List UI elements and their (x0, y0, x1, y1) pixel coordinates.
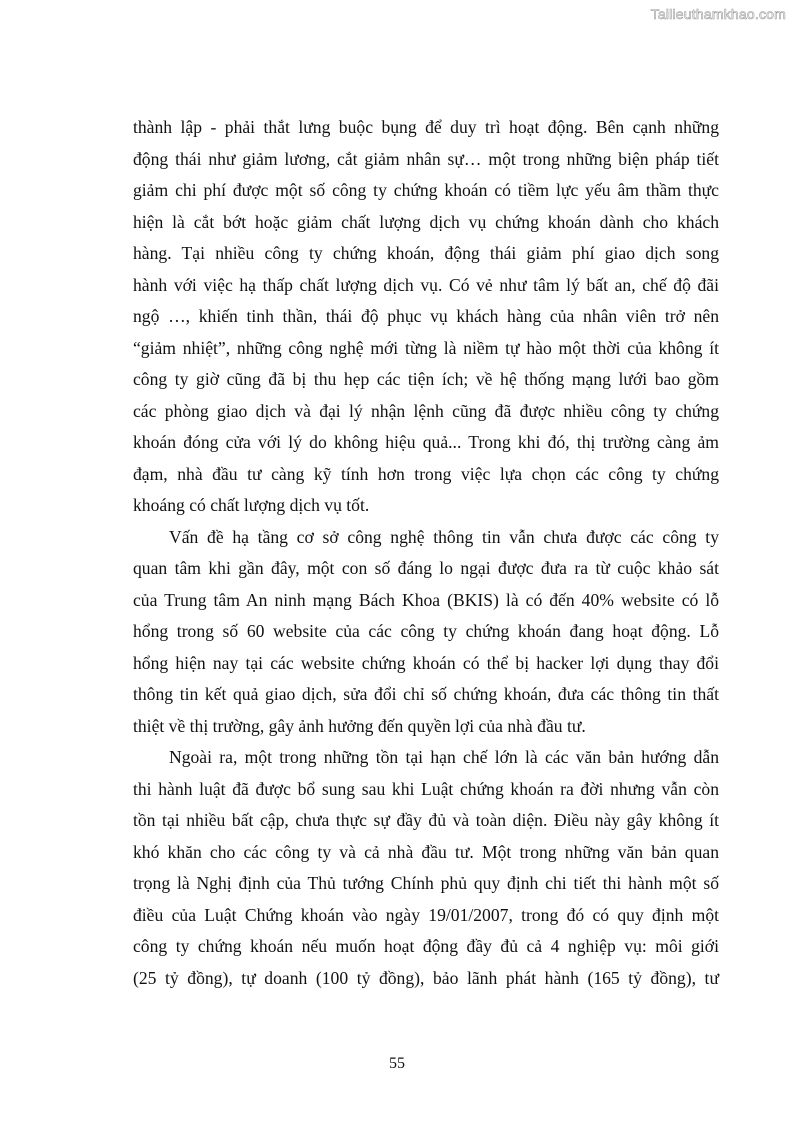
text-line: “giảm nhiệt”, những công nghệ mới từng là niềm tự hào một thời của không ít (133, 337, 719, 358)
text-line: thiệt về thị trường, gây ảnh hưởng đến quyền lợi của nhà đầu tư. (133, 715, 586, 736)
text-line: (25 tỷ đồng), tự doanh (100 tỷ đồng), bảo lãnh phát hành (165 tỷ đồng), tư (133, 967, 719, 988)
text-line: khoáng có chất lượng dịch vụ tốt. (133, 495, 370, 515)
text-line: điều của Luật Chứng khoán vào ngày 19/01/2007, trong đó có quy định một (133, 904, 719, 925)
text-line: khó khăn cho các công ty và cả nhà đầu tư. Một trong những văn bản quan (133, 841, 719, 862)
text-line: ngộ …, khiến tinh thần, thái độ phục vụ khách hàng của nhân viên trở nên (133, 306, 719, 326)
text-line: hổng trong số 60 website của các công ty chứng khoán đang hoạt động. Lỗ (133, 621, 719, 641)
text-line: quan tâm khi gần đây, một con số đáng lo ngại được đưa ra từ cuộc khảo sát (133, 558, 719, 578)
text-line: Ngoài ra, một trong những tồn tại hạn chế lớn là các văn bản hướng dẫn (169, 747, 719, 767)
paragraph-2 (133, 522, 719, 743)
text-line: thi hành luật đã được bổ sung sau khi Luật chứng khoán ra đời nhưng vẫn còn (133, 778, 719, 799)
text-line: hành với việc hạ thấp chất lượng dịch vụ. Có vẻ như tâm lý bất an, chế độ đãi (133, 274, 719, 295)
watermark: Tailieuthamkhao.com (650, 6, 786, 22)
text-line: tồn tại nhiều bất cập, chưa thực sự đầy đủ và toàn diện. Điều này gây không ít (133, 810, 719, 830)
text-line: hiện là cắt bớt hoặc giảm chất lượng dịch vụ chứng khoán dành cho khách (133, 211, 719, 232)
text-line: hổng hiện nay tại các website chứng khoán có thể bị hacker lợi dụng thay đổi (133, 652, 719, 673)
text-line: của Trung tâm An ninh mạng Bách Khoa (BKIS) là có đến 40% website có lỗ (133, 589, 719, 610)
document-body (133, 112, 719, 994)
text-line: khoán đóng cửa với lý do không hiệu quả... Trong khi đó, thị trường càng ảm (133, 432, 719, 452)
page-number: 55 (389, 1055, 405, 1072)
paragraph-3 (133, 742, 719, 994)
text-line: công ty giờ cũng đã bị thu hẹp các tiện ích; về hệ thống mạng lưới bao gồm (133, 369, 719, 389)
text-line: giảm chi phí được một số công ty chứng khoán có tiềm lực yếu âm thầm thực (133, 180, 719, 200)
text-line: thành lập - phải thắt lưng buộc bụng để duy trì hoạt động. Bên cạnh những (133, 117, 719, 137)
text-line: trọng là Nghị định của Thủ tướng Chính phủ quy định chi tiết thi hành một số (133, 873, 719, 893)
text-line: hàng. Tại nhiều công ty chứng khoán, động thái giảm phí giao dịch song (133, 243, 719, 263)
text-line: các phòng giao dịch và đại lý nhận lệnh cũng đã được nhiều công ty chứng (133, 400, 719, 421)
text-line: đạm, nhà đầu tư càng kỹ tính hơn trong việc lựa chọn các công ty chứng (133, 463, 719, 484)
text-line: Vấn đề hạ tầng cơ sở công nghệ thông tin vẫn chưa được các công ty (169, 526, 719, 547)
text-line: công ty chứng khoán nếu muốn hoạt động đầy đủ cả 4 nghiệp vụ: môi giới (133, 936, 719, 956)
text-line: động thái như giảm lương, cắt giảm nhân sự… một trong những biện pháp tiết (133, 148, 719, 169)
paragraph-1 (133, 112, 719, 522)
text-line: thông tin kết quả giao dịch, sửa đổi chỉ số chứng khoán, đưa các thông tin thất (133, 684, 719, 704)
